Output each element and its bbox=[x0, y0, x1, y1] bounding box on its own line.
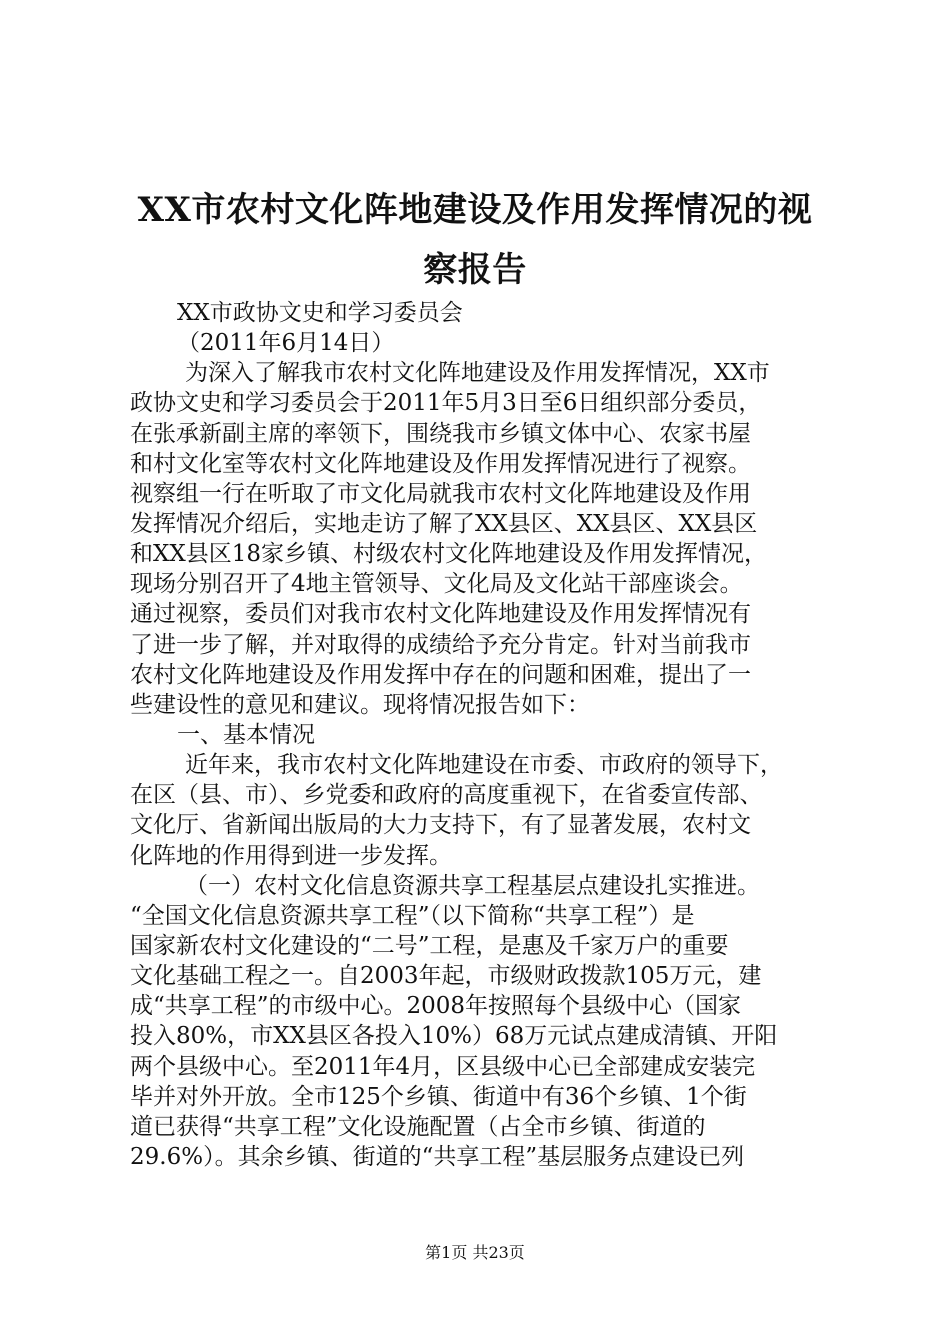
paragraph-line: 成“共享工程”的市级中心。2008年按照每个县级中心（国家 bbox=[130, 993, 742, 1020]
paragraph-line: 毕并对外开放。全市125个乡镇、街道中有36个乡镇、1个街 bbox=[130, 1083, 747, 1110]
paragraph-line: 现场分别召开了4地主管领导、文化局及文化站干部座谈会。 bbox=[130, 571, 743, 598]
paragraph-line: 文化基础工程之一。自2003年起，市级财政拨款105万元，建 bbox=[130, 963, 762, 990]
paragraph-line: 29.6%）。其余乡镇、街道的“共享工程”基层服务点建设已列 bbox=[130, 1143, 745, 1170]
title-line-2: 察报告 bbox=[423, 250, 527, 290]
paragraph-line: 道已获得“共享工程”文化设施配置（占全市乡镇、街道的 bbox=[130, 1113, 706, 1140]
paragraph-line: 在张承新副主席的率领下，围绕我市乡镇文体中心、农家书屋 bbox=[130, 420, 751, 447]
paragraph-line: 发挥情况介绍后，实地走访了解了XX县区、XX县区、XX县区 bbox=[130, 510, 758, 537]
paragraph-line: 为深入了解我市农村文化阵地建设及作用发挥情况，XX市 bbox=[185, 360, 770, 387]
paragraph-line: “全国文化信息资源共享工程”（以下简称“共享工程”）是 bbox=[130, 902, 695, 929]
paragraph-line: 些建设性的意见和建议。现将情况报告如下： bbox=[130, 691, 590, 718]
paragraph-line: 视察组一行在听取了市文化局就我市农村文化阵地建设及作用 bbox=[130, 480, 751, 507]
paragraph-line: 化阵地的作用得到进一步发挥。 bbox=[130, 842, 452, 869]
paragraph-line: 和村文化室等农村文化阵地建设及作用发挥情况进行了视察。 bbox=[130, 450, 751, 477]
title-line-1: XX市农村文化阵地建设及作用发挥情况的视 bbox=[137, 190, 813, 230]
paragraph-line: 和XX县区18家乡镇、村级农村文化阵地建设及作用发挥情况， bbox=[130, 541, 768, 568]
paragraph-line: 两个县级中心。至2011年4月，区县级中心已全部建成安装完 bbox=[130, 1053, 756, 1080]
paragraph-line: 政协文史和学习委员会于2011年5月3日至6日组织部分委员， bbox=[130, 390, 762, 417]
paragraph-line: 文化厅、省新闻出版局的大力支持下，有了显著发展，农村文 bbox=[130, 812, 751, 839]
document-body bbox=[130, 298, 835, 1172]
section-heading: 一、基本情况 bbox=[177, 721, 315, 748]
paragraph-line: 近年来，我市农村文化阵地建设在市委、市政府的领导下， bbox=[185, 752, 783, 779]
paragraph-line: 通过视察，委员们对我市农村文化阵地建设及作用发挥情况有 bbox=[130, 601, 751, 628]
subsection-heading: （一）农村文化信息资源共享工程基层点建设扎实推进。 bbox=[185, 872, 760, 899]
paragraph-line: 农村文化阵地建设及作用发挥中存在的问题和困难，提出了一 bbox=[130, 661, 751, 688]
document-title bbox=[100, 180, 850, 300]
paragraph-line: 投入80%，市XX县区各投入10%）68万元试点建成清镇、开阳 bbox=[130, 1023, 778, 1050]
page-footer: 第1页 共23页 bbox=[425, 1243, 525, 1262]
date-line: （2011年6月14日） bbox=[177, 330, 395, 357]
paragraph-line: 国家新农村文化建设的“二号”工程，是惠及千家万户的重要 bbox=[130, 932, 729, 959]
paragraph-line: 了进一步了解，并对取得的成绩给予充分肯定。针对当前我市 bbox=[130, 631, 751, 658]
author-line: XX市政协文史和学习委员会 bbox=[177, 300, 463, 326]
paragraph-line: 在区（县、市）、乡党委和政府的高度重视下，在省委宣传部、 bbox=[130, 782, 763, 809]
